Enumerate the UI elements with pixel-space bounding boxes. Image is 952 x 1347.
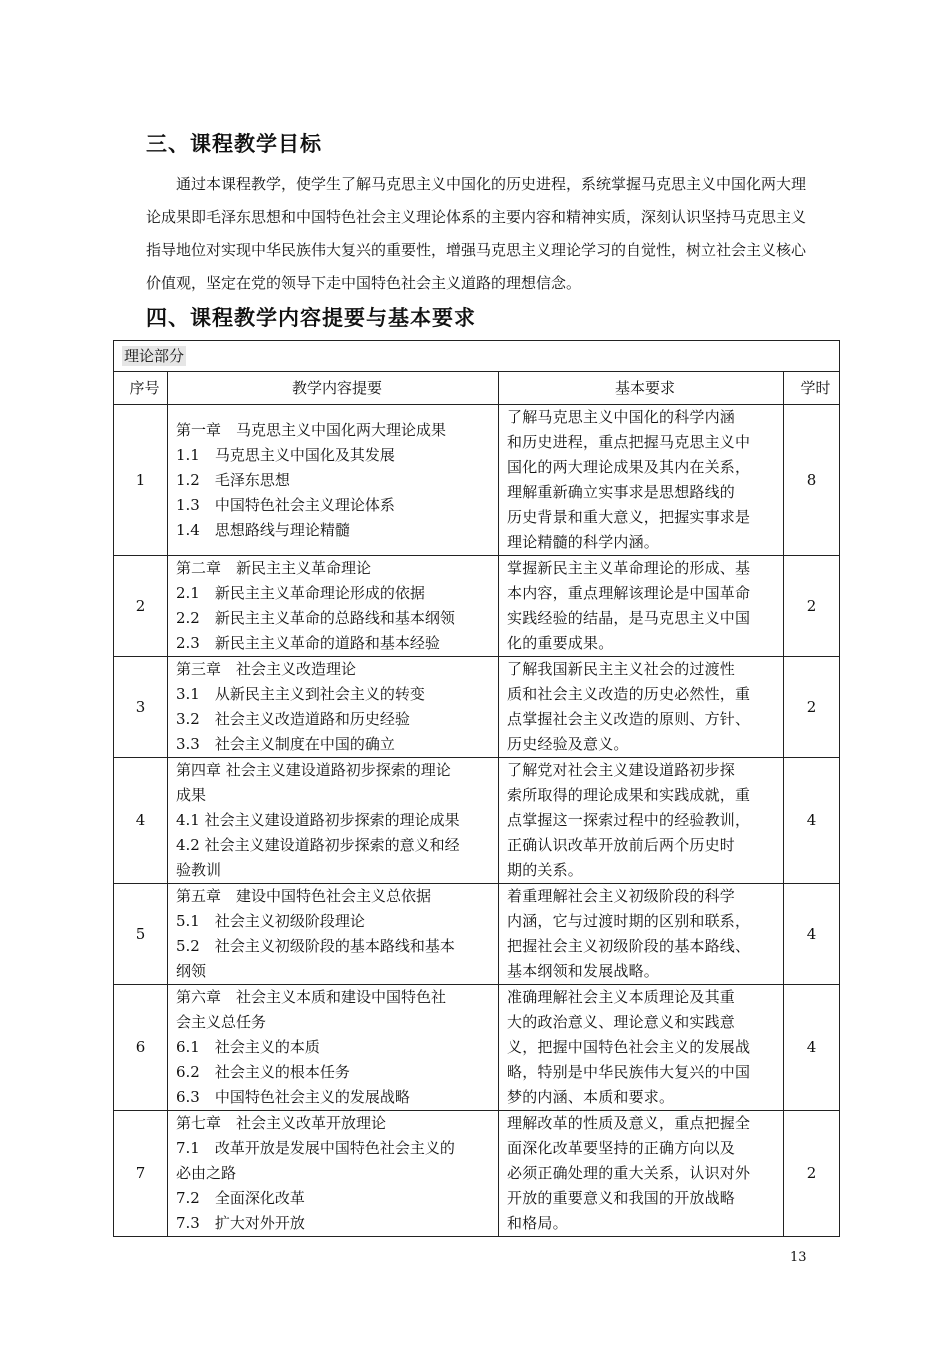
row-index: 5 bbox=[114, 884, 168, 985]
requirement-line: 把握社会主义初级阶段的基本路线、 bbox=[507, 937, 751, 955]
content-line: 2.3 新民主主义革命的道路和基本经验 bbox=[176, 634, 440, 652]
table-row bbox=[114, 884, 840, 985]
row-hours: 2 bbox=[784, 657, 840, 758]
row-requirements bbox=[499, 556, 784, 657]
content-line: 3.2 社会主义改造道路和历史经验 bbox=[176, 710, 410, 728]
table-row bbox=[114, 657, 840, 758]
row-index: 2 bbox=[114, 556, 168, 657]
requirement-line: 索所取得的理论成果和实践成就，重 bbox=[507, 786, 751, 804]
content-line: 7.1 改革开放是发展中国特色社会主义的 bbox=[176, 1139, 455, 1157]
requirement-line: 着重理解社会主义初级阶段的科学 bbox=[507, 887, 736, 905]
requirement-line: 点掌握这一探索过程中的经验教训， bbox=[507, 811, 751, 829]
content-line: 5.1 社会主义初级阶段理论 bbox=[176, 912, 365, 930]
table-row bbox=[114, 758, 840, 884]
row-content bbox=[168, 657, 499, 758]
section-heading-content: 四、课程教学内容提要与基本要求 bbox=[146, 306, 476, 330]
row-requirements bbox=[499, 405, 784, 556]
requirement-line: 必须正确处理的重大关系，认识对外 bbox=[507, 1164, 751, 1182]
row-hours: 2 bbox=[784, 1111, 840, 1237]
row-index: 3 bbox=[114, 657, 168, 758]
table-row bbox=[114, 985, 840, 1111]
requirement-line: 国化的两大理论成果及其内在关系， bbox=[507, 458, 751, 476]
requirement-line: 了解我国新民主主义社会的过渡性 bbox=[507, 660, 736, 678]
content-line: 第三章 社会主义改造理论 bbox=[176, 660, 357, 678]
requirement-line: 历史经验及意义。 bbox=[507, 735, 629, 753]
content-line: 5.2 社会主义初级阶段的基本路线和基本 bbox=[176, 937, 455, 955]
row-content bbox=[168, 556, 499, 657]
content-line: 第七章 社会主义改革开放理论 bbox=[176, 1114, 387, 1132]
syllabus-table bbox=[113, 340, 840, 1237]
requirement-line: 本内容，重点理解该理论是中国革命 bbox=[507, 584, 751, 602]
content-line: 2.2 新民主主义革命的总路线和基本纲领 bbox=[176, 609, 455, 627]
table-header-row bbox=[114, 372, 840, 405]
row-hours: 8 bbox=[784, 405, 840, 556]
row-requirements bbox=[499, 657, 784, 758]
page-number: 13 bbox=[790, 1250, 807, 1265]
row-requirements bbox=[499, 758, 784, 884]
content-line: 6.1 社会主义的本质 bbox=[176, 1038, 320, 1056]
requirement-line: 内涵，它与过渡时期的区别和联系， bbox=[507, 912, 751, 930]
row-index: 1 bbox=[114, 405, 168, 556]
content-line: 第二章 新民主主义革命理论 bbox=[176, 559, 372, 577]
row-index: 7 bbox=[114, 1111, 168, 1237]
content-line: 会主义总任务 bbox=[176, 1013, 267, 1031]
content-line: 7.2 全面深化改革 bbox=[176, 1189, 305, 1207]
content-line: 第六章 社会主义本质和建设中国特色社 bbox=[176, 988, 447, 1006]
requirement-line: 期的关系。 bbox=[507, 861, 584, 879]
row-hours: 4 bbox=[784, 884, 840, 985]
content-line: 纲领 bbox=[176, 962, 207, 980]
requirement-line: 理解改革的性质及意义，重点把握全 bbox=[507, 1114, 751, 1132]
row-index: 6 bbox=[114, 985, 168, 1111]
row-requirements bbox=[499, 884, 784, 985]
requirement-line: 理解重新确立实事求是思想路线的 bbox=[507, 483, 736, 501]
column-header-index: 序号 bbox=[114, 372, 168, 405]
content-line: 验教训 bbox=[176, 861, 222, 879]
content-line: 2.1 新民主主义革命理论形成的依据 bbox=[176, 584, 425, 602]
requirement-line: 正确认识改革开放前后两个历史时 bbox=[507, 836, 736, 854]
content-line: 4.1 社会主义建设道路初步探索的理论成果 bbox=[176, 811, 460, 829]
content-line: 6.3 中国特色社会主义的发展战略 bbox=[176, 1088, 410, 1106]
content-line: 7.3 扩大对外开放 bbox=[176, 1214, 305, 1232]
column-header-requirements: 基本要求 bbox=[499, 372, 784, 405]
requirement-line: 和历史进程，重点把握马克思主义中 bbox=[507, 433, 751, 451]
requirement-line: 了解党对社会主义建设道路初步探 bbox=[507, 761, 736, 779]
table-section-row bbox=[114, 341, 840, 372]
requirement-line: 化的重要成果。 bbox=[507, 634, 614, 652]
row-index: 4 bbox=[114, 758, 168, 884]
requirement-line: 和格局。 bbox=[507, 1214, 568, 1232]
requirement-line: 理论精髓的科学内涵。 bbox=[507, 533, 660, 551]
content-line: 3.1 从新民主主义到社会主义的转变 bbox=[176, 685, 425, 703]
content-line: 1.1 马克思主义中国化及其发展 bbox=[176, 445, 395, 464]
row-requirements bbox=[499, 985, 784, 1111]
content-line: 1.4 思想路线与理论精髓 bbox=[176, 520, 350, 539]
table-row bbox=[114, 556, 840, 657]
requirement-line: 基本纲领和发展战略。 bbox=[507, 962, 660, 980]
requirement-line: 大的政治意义、理论意义和实践意 bbox=[507, 1013, 736, 1031]
requirement-line: 历史背景和重大意义，把握实事求是 bbox=[507, 508, 751, 526]
row-hours: 4 bbox=[784, 758, 840, 884]
row-hours: 2 bbox=[784, 556, 840, 657]
requirement-line: 点掌握社会主义改造的原则、方针、 bbox=[507, 710, 751, 728]
requirement-line: 准确理解社会主义本质理论及其重 bbox=[507, 988, 736, 1006]
content-line: 4.2 社会主义建设道路初步探索的意义和经 bbox=[176, 836, 460, 854]
content-line: 第五章 建设中国特色社会主义总依据 bbox=[176, 887, 432, 905]
requirement-line: 了解马克思主义中国化的科学内涵 bbox=[507, 408, 736, 426]
requirement-line: 实践经验的结晶，是马克思主义中国 bbox=[507, 609, 751, 627]
requirement-line: 掌握新民主主义革命理论的形成、基 bbox=[507, 559, 751, 577]
requirement-line: 义，把握中国特色社会主义的发展战 bbox=[507, 1038, 751, 1056]
row-hours: 4 bbox=[784, 985, 840, 1111]
requirement-line: 开放的重要意义和我国的开放战略 bbox=[507, 1189, 736, 1207]
row-content bbox=[168, 884, 499, 985]
content-line: 6.2 社会主义的根本任务 bbox=[176, 1063, 350, 1081]
content-line: 第一章 马克思主义中国化两大理论成果 bbox=[176, 420, 447, 439]
content-line: 成果 bbox=[176, 786, 207, 804]
table-row bbox=[114, 1111, 840, 1237]
content-line: 3.3 社会主义制度在中国的确立 bbox=[176, 735, 395, 753]
objectives-paragraph: 通过本课程教学，使学生了解马克思主义中国化的历史进程，系统掌握马克思主义中国化两大理论成果即毛泽东思想和中国特色社会主义理论体系的主要内容和精神实质，深刻认识坚持马克思主义指导地位对实现中华民族伟大复兴的重要性，增强马克思主义理论学习的自觉性，树立社会主义核心价值观，坚定在党的领导下走中国特色社会主义道路的理想信念。 bbox=[146, 175, 807, 292]
content-line: 1.2 毛泽东思想 bbox=[176, 470, 290, 489]
row-content bbox=[168, 985, 499, 1111]
content-line: 第四章 社会主义建设道路初步探索的理论 bbox=[176, 761, 451, 779]
column-header-hours: 学时 bbox=[784, 372, 840, 405]
requirement-line: 面深化改革要坚持的正确方向以及 bbox=[507, 1139, 736, 1157]
row-requirements bbox=[499, 1111, 784, 1237]
requirement-line: 略，特别是中华民族伟大复兴的中国 bbox=[507, 1063, 751, 1081]
section-heading-objectives: 三、课程教学目标 bbox=[146, 132, 322, 156]
table-section-label: 理论部分 bbox=[124, 346, 185, 365]
row-content bbox=[168, 405, 499, 556]
content-line: 1.3 中国特色社会主义理论体系 bbox=[176, 495, 395, 514]
row-content bbox=[168, 758, 499, 884]
column-header-content: 教学内容提要 bbox=[168, 372, 499, 405]
requirement-line: 质和社会主义改造的历史必然性，重 bbox=[507, 685, 751, 703]
requirement-line: 梦的内涵、本质和要求。 bbox=[507, 1088, 675, 1106]
table-row bbox=[114, 405, 840, 556]
content-line: 必由之路 bbox=[176, 1164, 237, 1182]
row-content bbox=[168, 1111, 499, 1237]
